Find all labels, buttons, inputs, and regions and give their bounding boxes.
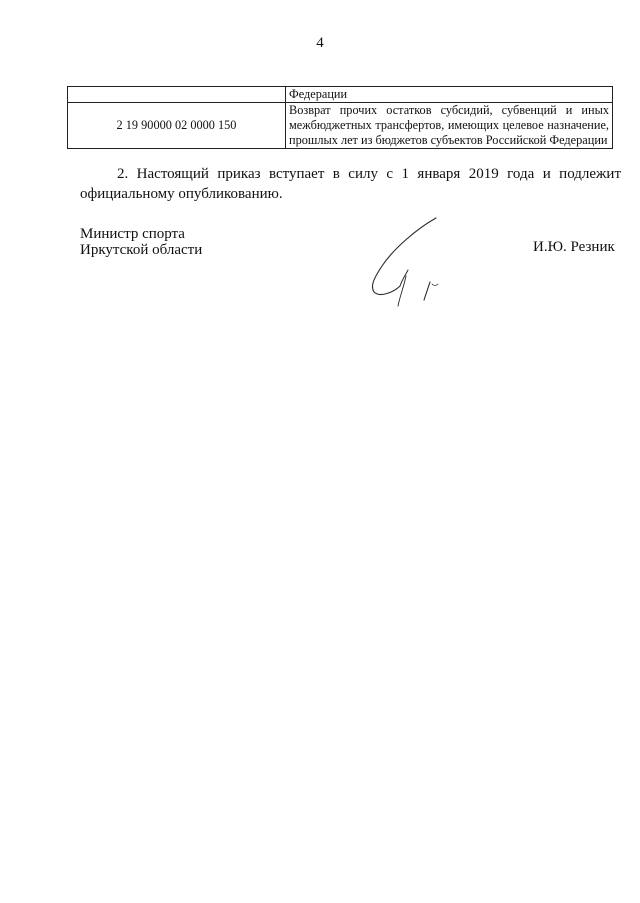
signer-name: И.Ю. Резник <box>533 239 615 255</box>
signer-title-line: Иркутской области <box>80 242 203 258</box>
page-number: 4 <box>316 35 324 51</box>
table-row <box>68 103 613 149</box>
effective-date-paragraph: 2. Настоящий приказ вступает в силу с 1 января 2019 года и подлежит официальному опубликованию. <box>80 166 621 202</box>
signer-title-line: Министр спорта <box>80 226 185 242</box>
table-row <box>68 87 613 103</box>
handwritten-signature <box>360 214 470 314</box>
description-cell: Возврат прочих остатков субсидий, субвенций и иных межбюджетных трансфертов, имеющих целевое назначение, прошлых лет из бюджетов субъектов Российской Федерации <box>286 103 613 149</box>
description-cell: Федерации <box>286 87 613 103</box>
budget-classification-table <box>67 86 613 149</box>
signer-title <box>80 226 202 258</box>
code-cell: 2 19 90000 02 0000 150 <box>68 103 286 149</box>
code-cell <box>68 87 286 103</box>
